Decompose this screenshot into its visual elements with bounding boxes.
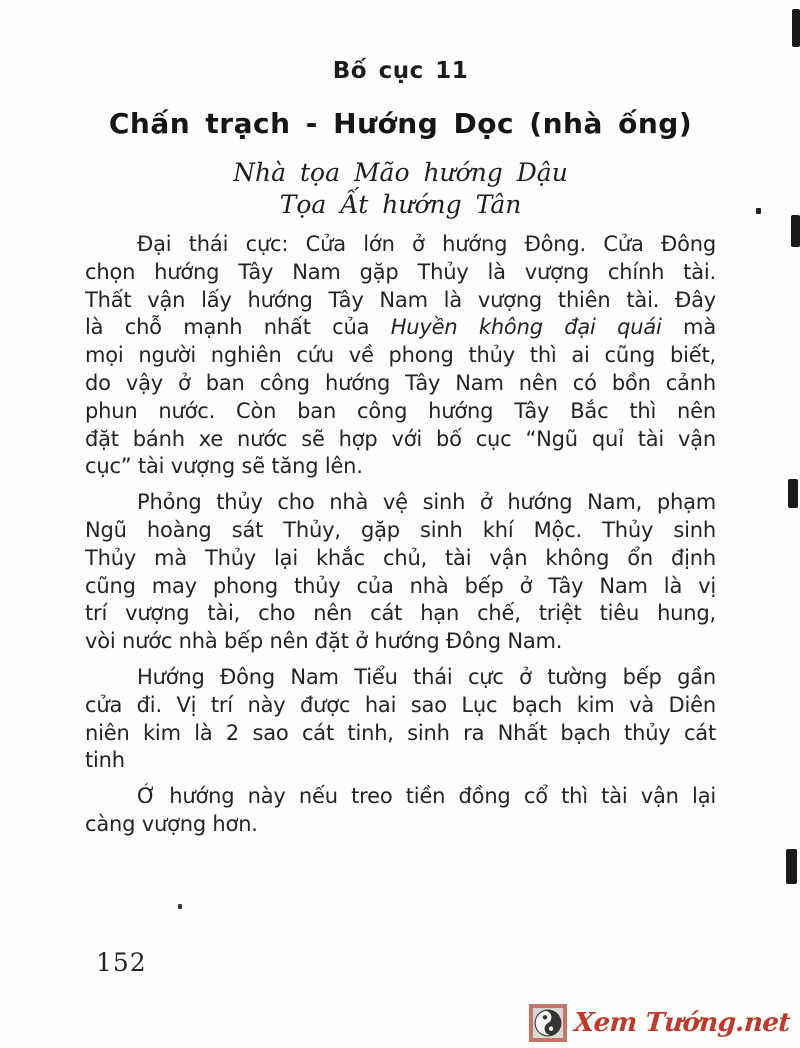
page-title: Chấn trạch - Hướng Dọc (nhà ống) [108, 107, 693, 140]
text-segment: Thủy mà Thủy lại khắc chủ, tài vận không ổn định [85, 545, 716, 570]
text-line [85, 517, 716, 545]
scan-artifact [756, 208, 761, 214]
text-line [85, 370, 716, 398]
yin-yang-icon [534, 1009, 562, 1037]
text-line [85, 398, 716, 426]
text-line [85, 342, 716, 370]
text-line [85, 692, 716, 720]
paragraph [85, 489, 716, 656]
watermark [529, 1004, 794, 1042]
body-text [85, 231, 716, 839]
text-line [85, 720, 716, 748]
watermark-logo [529, 1004, 567, 1042]
text-segment: mà [661, 315, 716, 340]
text-segment: phun nước. Còn ban công hướng Tây Bắc thì nên [85, 398, 716, 423]
text-line [85, 628, 716, 656]
scan-artifact [792, 9, 800, 47]
text-segment: Ở hướng này nếu treo tiền đồng cổ thì tài vận lại [137, 784, 716, 809]
text-line [85, 600, 716, 628]
section-kicker: Bố cục 11 [332, 58, 469, 84]
text-segment: tinh [85, 748, 125, 773]
text-segment: chọn hướng Tây Nam gặp Thủy là vượng chính tài. [85, 259, 716, 284]
text-line [85, 314, 716, 342]
text-segment: Phỏng thủy cho nhà vệ sinh ở hướng Nam, phạm [137, 490, 716, 515]
text-line [85, 545, 716, 573]
text-segment: cục” tài vượng sẽ tăng lên. [85, 454, 363, 479]
scan-artifact [788, 479, 798, 508]
text-line [85, 573, 716, 601]
text-segment: đặt bánh xe nước sẽ hợp với bố cục “Ngũ quỉ tài vận [85, 426, 716, 451]
subtitle-line-1: Nhà tọa Mão hướng Dậu [233, 158, 568, 187]
scan-artifact [786, 849, 797, 884]
text-segment: Hướng Đông Nam Tiểu thái cực ở tường bếp gần [137, 664, 716, 689]
text-line [85, 664, 716, 692]
text-segment: Thất vận lấy hướng Tây Nam là vượng thiên tài. Đây [85, 287, 716, 312]
text-line [85, 783, 716, 811]
text-segment: mọi người nghiên cứu về phong thủy thì ai cũng biết, [85, 343, 716, 368]
subtitle-line-2: Tọa Ất hướng Tân [279, 190, 522, 219]
paragraph [85, 664, 716, 775]
text-segment: cửa đi. Vị trí này được hai sao Lục bạch kim và Diên [85, 692, 716, 717]
text-segment: cũng may phong thủy của nhà bếp ở Tây Nam là vị [85, 573, 716, 598]
scan-artifact [791, 215, 800, 247]
text-line [85, 811, 716, 839]
paragraph [85, 231, 716, 481]
text-line [85, 231, 716, 259]
text-segment: Ngũ hoàng sát Thủy, gặp sinh khí Mộc. Thủy sinh [85, 517, 716, 542]
text-line [85, 287, 716, 315]
text-line [85, 453, 716, 481]
text-segment: càng vượng hơn. [85, 811, 258, 836]
text-segment: trí vượng tài, cho nên cát hạn chế, triệt tiêu hung, [85, 601, 716, 626]
text-line [85, 426, 716, 454]
text-segment: do vậy ở ban công hướng Tây Nam nên có bồn cảnh [85, 370, 716, 395]
paragraph [85, 783, 716, 839]
watermark-text: Xem Tướng.net [572, 1008, 792, 1038]
page-number: 152 [96, 948, 147, 977]
text-line [85, 259, 716, 287]
text-segment: là chỗ mạnh nhất của [85, 315, 391, 340]
text-segment: vòi nước nhà bếp nên đặt ở hướng Đông Nam. [85, 629, 563, 654]
text-segment: Đại thái cực: Cửa lớn ở hướng Đông. Cửa Đông [137, 232, 716, 256]
text-segment: niên kim là 2 sao cát tinh, sinh ra Nhất bạch thủy cát [85, 720, 716, 745]
page-content [85, 0, 716, 847]
text-line [85, 489, 716, 517]
scan-artifact [178, 904, 182, 909]
emphasized-text: Huyền không đại quái [390, 315, 662, 340]
text-line [85, 747, 716, 775]
